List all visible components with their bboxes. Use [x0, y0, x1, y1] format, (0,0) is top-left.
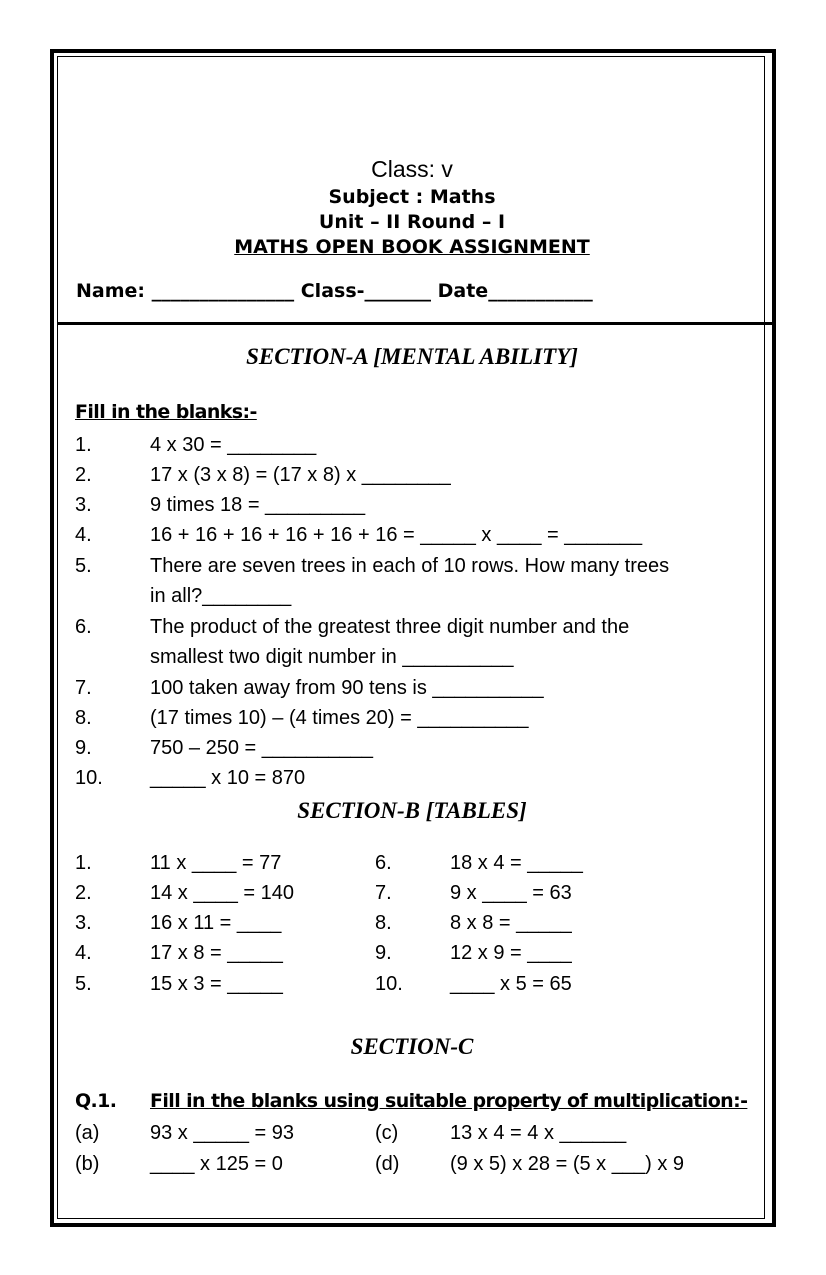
- item-number: 5.: [75, 555, 92, 577]
- question-text: 9 times 18 = _________: [150, 494, 366, 516]
- question-text: 100 taken away from 90 tens is __________: [150, 677, 544, 699]
- item-number: 6.: [375, 852, 392, 874]
- section-c-heading: SECTION-C: [350, 1034, 474, 1059]
- item-number: 10.: [75, 767, 103, 789]
- table-question: 17 x 8 = _____: [150, 942, 283, 964]
- table-question: 14 x ____ = 140: [150, 882, 295, 904]
- item-number: 4.: [75, 942, 92, 964]
- item-number: 6.: [75, 616, 92, 638]
- class-heading: Class: v: [371, 156, 453, 182]
- question-text-continued: smallest two digit number in __________: [150, 646, 514, 668]
- property-question: 93 x _____ = 93: [150, 1122, 295, 1144]
- table-question: 15 x 3 = _____: [150, 973, 283, 995]
- name-class-date-line: Name: _______________ Class-_______ Date___________: [76, 280, 593, 302]
- header-divider: [57, 322, 775, 325]
- item-label: (d): [375, 1153, 400, 1175]
- item-label: (a): [75, 1122, 100, 1144]
- question-text: _____ x 10 = 870: [150, 767, 306, 789]
- question-text: 750 – 250 = __________: [150, 737, 373, 759]
- table-question: 18 x 4 = _____: [450, 852, 583, 874]
- item-number: 10.: [375, 973, 403, 995]
- item-label: (b): [75, 1153, 100, 1175]
- item-number: 4.: [75, 524, 92, 546]
- property-question: (9 x 5) x 28 = (5 x ___) x 9: [450, 1153, 684, 1175]
- property-question: 13 x 4 = 4 x ______: [450, 1122, 627, 1144]
- item-number: 3.: [75, 494, 92, 516]
- item-number: 3.: [75, 912, 92, 934]
- item-number: 8.: [375, 912, 392, 934]
- table-question: 11 x ____ = 77: [150, 852, 282, 874]
- q1-number: Q.1.: [75, 1090, 117, 1112]
- item-number: 7.: [375, 882, 392, 904]
- item-number: 1.: [75, 434, 92, 456]
- item-number: 8.: [75, 707, 92, 729]
- section-a-heading: SECTION-A [MENTAL ABILITY]: [246, 344, 578, 369]
- item-number: 5.: [75, 973, 92, 995]
- table-question: 8 x 8 = _____: [450, 912, 572, 934]
- question-text: 16 + 16 + 16 + 16 + 16 + 16 = _____ x ____ = _______: [150, 524, 643, 546]
- question-text: 4 x 30 = ________: [150, 434, 317, 456]
- table-question: 16 x 11 = ____: [150, 912, 282, 934]
- q1-instruction: Fill in the blanks using suitable property of multiplication:-: [150, 1090, 748, 1112]
- section-b-heading: SECTION-B [TABLES]: [297, 798, 527, 823]
- question-text-continued: in all?________: [150, 585, 292, 607]
- item-number: 2.: [75, 882, 92, 904]
- unit-heading: Unit – II Round – I: [318, 211, 506, 233]
- question-text: The product of the greatest three digit number and the: [150, 616, 630, 638]
- table-question: ____ x 5 = 65: [450, 973, 572, 995]
- item-number: 1.: [75, 852, 92, 874]
- fill-blanks-subheading: Fill in the blanks:-: [75, 401, 257, 423]
- property-question: ____ x 125 = 0: [150, 1153, 283, 1175]
- item-number: 9.: [375, 942, 392, 964]
- subject-heading: Subject : Maths: [328, 186, 496, 208]
- assignment-title: MATHS OPEN BOOK ASSIGNMENT: [234, 236, 590, 258]
- item-number: 9.: [75, 737, 92, 759]
- question-text: There are seven trees in each of 10 rows. How many trees: [150, 555, 670, 577]
- question-text: 17 x (3 x 8) = (17 x 8) x ________: [150, 464, 451, 486]
- item-number: 7.: [75, 677, 92, 699]
- table-question: 9 x ____ = 63: [450, 882, 572, 904]
- question-text: (17 times 10) – (4 times 20) = __________: [150, 707, 529, 729]
- item-number: 2.: [75, 464, 92, 486]
- table-question: 12 x 9 = ____: [450, 942, 572, 964]
- item-label: (c): [375, 1122, 399, 1144]
